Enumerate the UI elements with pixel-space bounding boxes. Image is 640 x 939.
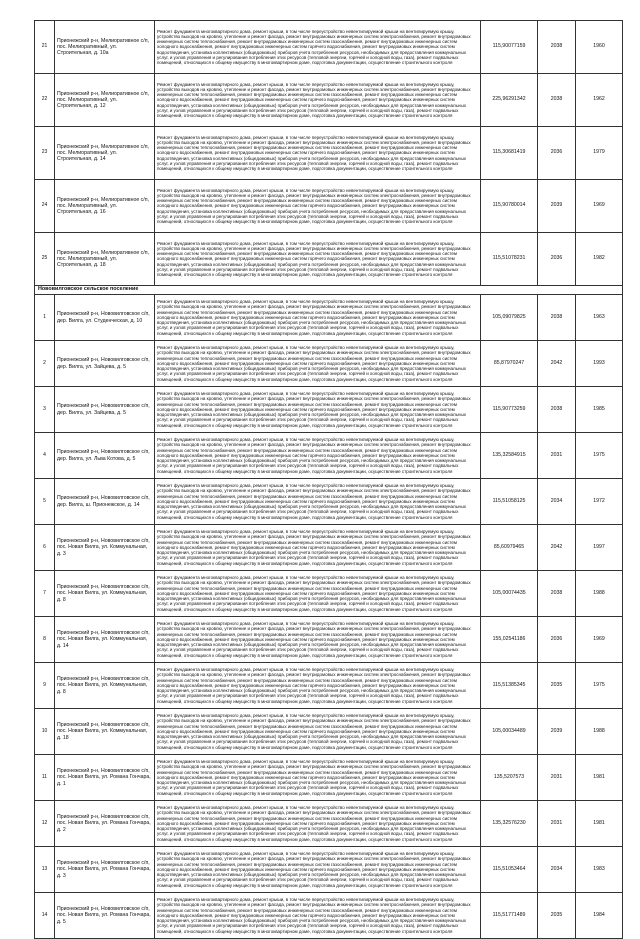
row-cost: 85,60979465 <box>481 525 538 571</box>
row-address: Прионежский р-н, Нововилговское с/п, пос. Новая Вилга, ул. Коммунальная, д. 8 <box>55 663 155 709</box>
table-row <box>35 801 623 847</box>
row-year-built: 1975 <box>576 433 623 479</box>
section-b-rows <box>35 295 623 939</box>
row-address: Прионежский р-н, Мелиоративное с/п, пос. Мелиоративный, ул. Строительная, д. 10а <box>55 21 155 74</box>
row-works: Ремонт фундамента многоквартирного дома, ремонт крыши, в том числе переустройство невентилируемой крыши на вентилируемую крышу, устройство выходов на кровлю, утепление и ремонт фасада, ремонт внутридомовых инженерных систем электроснабжения, ремонт внутридомовых инженерных систем теплоснабжения, ремонт внутридомовых инженерных систем газоснабжения, ремонт внутридомовых инженерных систем холодного водоснабжения, ремонт внутридомовых инженерных систем горячего водоснабжения, ремонт внутридомовых инженерных систем водоотведения, установка коллективных (общедомовых) приборов учета потребления ресурсов, необходимых для предоставления коммунальных услуг, и узлов управления и регулирования потребления этих ресурсов (тепловой энергии, горячей и холодной воды, газа), ремонт подвальных помещений, относящихся к общему имуществу в многоквартирном доме, подготовка документации, осуществление строительного контроля <box>155 525 481 571</box>
row-address: Прионежский р-н, Нововилговское с/п, дер. Вилга, ул. Зайцева, д. 5 <box>55 387 155 433</box>
row-year-built: 1983 <box>576 847 623 893</box>
table-row <box>35 387 623 433</box>
row-address: Прионежский р-н, Нововилговское с/п, дер. Вилга, ул. Льва Котова, д. 5 <box>55 433 155 479</box>
row-number: 14 <box>35 893 55 939</box>
row-address: Прионежский р-н, Мелиоративное с/п, пос. Мелиоративный, ул. Строительная, д. 16 <box>55 180 155 233</box>
row-number: 6 <box>35 525 55 571</box>
row-cost: 115,51053464 <box>481 847 538 893</box>
capital-repair-table <box>34 20 623 939</box>
row-number: 11 <box>35 755 55 801</box>
row-number: 8 <box>35 617 55 663</box>
row-year-built: 1969 <box>576 617 623 663</box>
row-number: 2 <box>35 341 55 387</box>
row-year-built: 1981 <box>576 755 623 801</box>
row-works: Ремонт фундамента многоквартирного дома, ремонт крыши, в том числе переустройство невентилируемой крыши на вентилируемую крышу, устройство выходов на кровлю, утепление и ремонт фасада, ремонт внутридомовых инженерных систем электроснабжения, ремонт внутридомовых инженерных систем теплоснабжения, ремонт внутридомовых инженерных систем газоснабжения, ремонт внутридомовых инженерных систем холодного водоснабжения, ремонт внутридомовых инженерных систем горячего водоснабжения, ремонт внутридомовых инженерных систем водоотведения, установка коллективных (общедомовых) приборов учета потребления ресурсов, необходимых для предоставления коммунальных услуг, и узлов управления и регулирования потребления этих ресурсов (тепловой энергии, горячей и холодной воды, газа), ремонт подвальных помещений, относящихся к общему имуществу в многоквартирном доме, подготовка документации, осуществление строительного контроля <box>155 755 481 801</box>
row-works: Ремонт фундамента многоквартирного дома, ремонт крыши, в том числе переустройство невентилируемой крыши на вентилируемую крышу, устройство выходов на кровлю, утепление и ремонт фасада, ремонт внутридомовых инженерных систем электроснабжения, ремонт внутридомовых инженерных систем теплоснабжения, ремонт внутридомовых инженерных систем газоснабжения, ремонт внутридомовых инженерных систем холодного водоснабжения, ремонт внутридомовых инженерных систем горячего водоснабжения, ремонт внутридомовых инженерных систем водоотведения, установка коллективных (общедомовых) приборов учета потребления ресурсов, необходимых для предоставления коммунальных услуг, и узлов управления и регулирования потребления этих ресурсов (тепловой энергии, горячей и холодной воды, газа), ремонт подвальных помещений, относящихся к общему имуществу в многоквартирном доме, подготовка документации, осуществление строительного контроля <box>155 617 481 663</box>
row-year-repair: 2035 <box>538 663 576 709</box>
row-works: Ремонт фундамента многоквартирного дома, ремонт крыши, в том числе переустройство невентилируемой крыши на вентилируемую крышу, устройство выходов на кровлю, утепление и ремонт фасада, ремонт внутридомовых инженерных систем электроснабжения, ремонт внутридомовых инженерных систем теплоснабжения, ремонт внутридомовых инженерных систем газоснабжения, ремонт внутридомовых инженерных систем холодного водоснабжения, ремонт внутридомовых инженерных систем горячего водоснабжения, ремонт внутридомовых инженерных систем водоотведения, установка коллективных (общедомовых) приборов учета потребления ресурсов, необходимых для предоставления коммунальных услуг, и узлов управления и регулирования потребления этих ресурсов (тепловой энергии, горячей и холодной воды, газа), ремонт подвальных помещений, относящихся к общему имуществу в многоквартирном доме, подготовка документации, осуществление строительного контроля <box>155 74 481 127</box>
row-year-built: 1969 <box>576 180 623 233</box>
table-row <box>35 341 623 387</box>
row-year-built: 1984 <box>576 893 623 939</box>
row-year-repair: 2034 <box>538 847 576 893</box>
row-number: 24 <box>35 180 55 233</box>
row-year-built: 1988 <box>576 709 623 755</box>
row-year-built: 1963 <box>576 295 623 341</box>
row-works: Ремонт фундамента многоквартирного дома, ремонт крыши, в том числе переустройство невентилируемой крыши на вентилируемую крышу, устройство выходов на кровлю, утепление и ремонт фасада, ремонт внутридомовых инженерных систем электроснабжения, ремонт внутридомовых инженерных систем теплоснабжения, ремонт внутридомовых инженерных систем газоснабжения, ремонт внутридомовых инженерных систем холодного водоснабжения, ремонт внутридомовых инженерных систем горячего водоснабжения, ремонт внутридомовых инженерных систем водоотведения, установка коллективных (общедомовых) приборов учета потребления ресурсов, необходимых для предоставления коммунальных услуг, и узлов управления и регулирования потребления этих ресурсов (тепловой энергии, горячей и холодной воды, газа), ремонт подвальных помещений, относящихся к общему имуществу в многоквартирном доме, подготовка документации, осуществление строительного контроля <box>155 433 481 479</box>
row-number: 12 <box>35 801 55 847</box>
row-address: Прионежский р-н, Нововилговское с/п, пос. Новая Вилга, ул. Романа Гончара, д. 3 <box>55 847 155 893</box>
row-cost: 115,30681419 <box>481 127 538 180</box>
table-row <box>35 180 623 233</box>
row-address: Прионежский р-н, Нововилговское с/п, пос. Новая Вилга, ул. Романа Гончара, д. 2 <box>55 801 155 847</box>
row-year-repair: 2039 <box>538 180 576 233</box>
row-number: 9 <box>35 663 55 709</box>
row-number: 13 <box>35 847 55 893</box>
row-works: Ремонт фундамента многоквартирного дома, ремонт крыши, в том числе переустройство невентилируемой крыши на вентилируемую крышу, устройство выходов на кровлю, утепление и ремонт фасада, ремонт внутридомовых инженерных систем электроснабжения, ремонт внутридомовых инженерных систем теплоснабжения, ремонт внутридомовых инженерных систем газоснабжения, ремонт внутридомовых инженерных систем холодного водоснабжения, ремонт внутридомовых инженерных систем горячего водоснабжения, ремонт внутридомовых инженерных систем водоотведения, установка коллективных (общедомовых) приборов учета потребления ресурсов, необходимых для предоставления коммунальных услуг, и узлов управления и регулирования потребления этих ресурсов (тепловой энергии, горячей и холодной воды, газа), ремонт подвальных помещений, относящихся к общему имуществу в многоквартирном доме, подготовка документации, осуществление строительного контроля <box>155 801 481 847</box>
section-a-rows <box>35 21 623 286</box>
row-cost: 105,00034489 <box>481 709 538 755</box>
row-year-repair: 2031 <box>538 755 576 801</box>
row-number: 7 <box>35 571 55 617</box>
row-address: Прионежский р-н, Нововилговское с/п, пос. Новая Вилга, ул. Коммунальная, д. 3 <box>55 525 155 571</box>
row-address: Прионежский р-н, Нововилговское с/п, дер. Вилга, ш. Прионежское, д. 14 <box>55 479 155 525</box>
row-cost: 115,51058125 <box>481 479 538 525</box>
row-works: Ремонт фундамента многоквартирного дома, ремонт крыши, в том числе переустройство невентилируемой крыши на вентилируемую крышу, устройство выходов на кровлю, утепление и ремонт фасада, ремонт внутридомовых инженерных систем электроснабжения, ремонт внутридомовых инженерных систем теплоснабжения, ремонт внутридомовых инженерных систем газоснабжения, ремонт внутридомовых инженерных систем холодного водоснабжения, ремонт внутридомовых инженерных систем горячего водоснабжения, ремонт внутридомовых инженерных систем водоотведения, установка коллективных (общедомовых) приборов учета потребления ресурсов, необходимых для предоставления коммунальных услуг, и узлов управления и регулирования потребления этих ресурсов (тепловой энергии, горячей и холодной воды, газа), ремонт подвальных помещений, относящихся к общему имуществу в многоквартирном доме, подготовка документации, осуществление строительного контроля <box>155 479 481 525</box>
row-cost: 115,51771489 <box>481 893 538 939</box>
row-year-repair: 2038 <box>538 21 576 74</box>
row-year-built: 1982 <box>576 233 623 286</box>
row-cost: 115,90780014 <box>481 180 538 233</box>
row-year-repair: 2031 <box>538 433 576 479</box>
row-cost: 155,02541186 <box>481 617 538 663</box>
row-number: 25 <box>35 233 55 286</box>
row-address: Прионежский р-н, Нововилговское с/п, пос. Новая Вилга, ул. Коммунальная, д. 18 <box>55 709 155 755</box>
row-number: 10 <box>35 709 55 755</box>
table-row <box>35 755 623 801</box>
row-cost: 115,51078231 <box>481 233 538 286</box>
row-works: Ремонт фундамента многоквартирного дома, ремонт крыши, в том числе переустройство невентилируемой крыши на вентилируемую крышу, устройство выходов на кровлю, утепление и ремонт фасада, ремонт внутридомовых инженерных систем электроснабжения, ремонт внутридомовых инженерных систем теплоснабжения, ремонт внутридомовых инженерных систем газоснабжения, ремонт внутридомовых инженерных систем холодного водоснабжения, ремонт внутридомовых инженерных систем горячего водоснабжения, ремонт внутридомовых инженерных систем водоотведения, установка коллективных (общедомовых) приборов учета потребления ресурсов, необходимых для предоставления коммунальных услуг, и узлов управления и регулирования потребления этих ресурсов (тепловой энергии, горячей и холодной воды, газа), ремонт подвальных помещений, относящихся к общему имуществу в многоквартирном доме, подготовка документации, осуществление строительного контроля <box>155 571 481 617</box>
row-year-repair: 2036 <box>538 233 576 286</box>
row-year-repair: 2034 <box>538 479 576 525</box>
row-cost: 135,32584915 <box>481 433 538 479</box>
document-page <box>34 20 622 939</box>
group-title: Нововилговское сельское поселение <box>35 286 623 295</box>
row-address: Прионежский р-н, Нововилговское с/п, пос. Новая Вилга, ул. Романа Гончара, д. 5 <box>55 893 155 939</box>
row-year-built: 1960 <box>576 21 623 74</box>
row-year-repair: 2038 <box>538 295 576 341</box>
table-row <box>35 663 623 709</box>
table-row <box>35 433 623 479</box>
row-works: Ремонт фундамента многоквартирного дома, ремонт крыши, в том числе переустройство невентилируемой крыши на вентилируемую крышу, устройство выходов на кровлю, утепление и ремонт фасада, ремонт внутридомовых инженерных систем электроснабжения, ремонт внутридомовых инженерных систем теплоснабжения, ремонт внутридомовых инженерных систем газоснабжения, ремонт внутридомовых инженерных систем холодного водоснабжения, ремонт внутридомовых инженерных систем горячего водоснабжения, ремонт внутридомовых инженерных систем водоотведения, установка коллективных (общедомовых) приборов учета потребления ресурсов, необходимых для предоставления коммунальных услуг, и узлов управления и регулирования потребления этих ресурсов (тепловой энергии, горячей и холодной воды, газа), ремонт подвальных помещений, относящихся к общему имуществу в многоквартирном доме, подготовка документации, осуществление строительного контроля <box>155 893 481 939</box>
row-works: Ремонт фундамента многоквартирного дома, ремонт крыши, в том числе переустройство невентилируемой крыши на вентилируемую крышу, устройство выходов на кровлю, утепление и ремонт фасада, ремонт внутридомовых инженерных систем электроснабжения, ремонт внутридомовых инженерных систем теплоснабжения, ремонт внутридомовых инженерных систем газоснабжения, ремонт внутридомовых инженерных систем холодного водоснабжения, ремонт внутридомовых инженерных систем горячего водоснабжения, ремонт внутридомовых инженерных систем водоотведения, установка коллективных (общедомовых) приборов учета потребления ресурсов, необходимых для предоставления коммунальных услуг, и узлов управления и регулирования потребления этих ресурсов (тепловой энергии, горячей и холодной воды, газа), ремонт подвальных помещений, относящихся к общему имуществу в многоквартирном доме, подготовка документации, осуществление строительного контроля <box>155 709 481 755</box>
table-row <box>35 893 623 939</box>
row-address: Прионежский р-н, Мелиоративное с/п, пос. Мелиоративный, ул. Строительная, д. 12 <box>55 74 155 127</box>
row-year-built: 1988 <box>576 571 623 617</box>
row-works: Ремонт фундамента многоквартирного дома, ремонт крыши, в том числе переустройство невентилируемой крыши на вентилируемую крышу, устройство выходов на кровлю, утепление и ремонт фасада, ремонт внутридомовых инженерных систем электроснабжения, ремонт внутридомовых инженерных систем теплоснабжения, ремонт внутридомовых инженерных систем газоснабжения, ремонт внутридомовых инженерных систем холодного водоснабжения, ремонт внутридомовых инженерных систем горячего водоснабжения, ремонт внутридомовых инженерных систем водоотведения, установка коллективных (общедомовых) приборов учета потребления ресурсов, необходимых для предоставления коммунальных услуг, и узлов управления и регулирования потребления этих ресурсов (тепловой энергии, горячей и холодной воды, газа), ремонт подвальных помещений, относящихся к общему имуществу в многоквартирном доме, подготовка документации, осуществление строительного контроля <box>155 341 481 387</box>
row-cost: 115,90077159 <box>481 21 538 74</box>
row-address: Прионежский р-н, Мелиоративное с/п, пос. Мелиоративный, ул. Строительная, д. 18 <box>55 233 155 286</box>
row-cost: 105,00074435 <box>481 571 538 617</box>
table-row <box>35 847 623 893</box>
row-works: Ремонт фундамента многоквартирного дома, ремонт крыши, в том числе переустройство невентилируемой крыши на вентилируемую крышу, устройство выходов на кровлю, утепление и ремонт фасада, ремонт внутридомовых инженерных систем электроснабжения, ремонт внутридомовых инженерных систем теплоснабжения, ремонт внутридомовых инженерных систем газоснабжения, ремонт внутридомовых инженерных систем холодного водоснабжения, ремонт внутридомовых инженерных систем горячего водоснабжения, ремонт внутридомовых инженерных систем водоотведения, установка коллективных (общедомовых) приборов учета потребления ресурсов, необходимых для предоставления коммунальных услуг, и узлов управления и регулирования потребления этих ресурсов (тепловой энергии, горячей и холодной воды, газа), ремонт подвальных помещений, относящихся к общему имуществу в многоквартирном доме, подготовка документации, осуществление строительного контроля <box>155 21 481 74</box>
row-cost: 135,32576230 <box>481 801 538 847</box>
row-number: 5 <box>35 479 55 525</box>
row-works: Ремонт фундамента многоквартирного дома, ремонт крыши, в том числе переустройство невентилируемой крыши на вентилируемую крышу, устройство выходов на кровлю, утепление и ремонт фасада, ремонт внутридомовых инженерных систем электроснабжения, ремонт внутридомовых инженерных систем теплоснабжения, ремонт внутридомовых инженерных систем газоснабжения, ремонт внутридомовых инженерных систем холодного водоснабжения, ремонт внутридомовых инженерных систем горячего водоснабжения, ремонт внутридомовых инженерных систем водоотведения, установка коллективных (общедомовых) приборов учета потребления ресурсов, необходимых для предоставления коммунальных услуг, и узлов управления и регулирования потребления этих ресурсов (тепловой энергии, горячей и холодной воды, газа), ремонт подвальных помещений, относящихся к общему имуществу в многоквартирном доме, подготовка документации, осуществление строительного контроля <box>155 387 481 433</box>
row-number: 3 <box>35 387 55 433</box>
row-year-repair: 2039 <box>538 709 576 755</box>
row-works: Ремонт фундамента многоквартирного дома, ремонт крыши, в том числе переустройство невентилируемой крыши на вентилируемую крышу, устройство выходов на кровлю, утепление и ремонт фасада, ремонт внутридомовых инженерных систем электроснабжения, ремонт внутридомовых инженерных систем теплоснабжения, ремонт внутридомовых инженерных систем газоснабжения, ремонт внутридомовых инженерных систем холодного водоснабжения, ремонт внутридомовых инженерных систем горячего водоснабжения, ремонт внутридомовых инженерных систем водоотведения, установка коллективных (общедомовых) приборов учета потребления ресурсов, необходимых для предоставления коммунальных услуг, и узлов управления и регулирования потребления этих ресурсов (тепловой энергии, горячей и холодной воды, газа), ремонт подвальных помещений, относящихся к общему имуществу в многоквартирном доме, подготовка документации, осуществление строительного контроля <box>155 180 481 233</box>
table-row <box>35 74 623 127</box>
row-address: Прионежский р-н, Нововилговское с/п, дер. Вилга, ул. Студенческая, д. 10 <box>55 295 155 341</box>
row-year-repair: 2038 <box>538 387 576 433</box>
row-year-repair: 2036 <box>538 617 576 663</box>
row-number: 1 <box>35 295 55 341</box>
row-year-built: 1981 <box>576 801 623 847</box>
row-year-built: 1985 <box>576 387 623 433</box>
table-row <box>35 127 623 180</box>
group-header <box>35 286 623 295</box>
row-address: Прионежский р-н, Нововилговское с/п, пос. Новая Вилга, ул. Коммунальная, д. 14 <box>55 617 155 663</box>
row-cost: 105,09079825 <box>481 295 538 341</box>
row-year-repair: 2038 <box>538 571 576 617</box>
row-year-repair: 2042 <box>538 341 576 387</box>
table-row <box>35 571 623 617</box>
row-year-repair: 2036 <box>538 127 576 180</box>
row-cost: 225,96291342 <box>481 74 538 127</box>
row-year-built: 1993 <box>576 341 623 387</box>
row-year-built: 1997 <box>576 525 623 571</box>
table-row <box>35 21 623 74</box>
row-year-built: 1979 <box>576 127 623 180</box>
row-cost: 85,87970247 <box>481 341 538 387</box>
row-number: 22 <box>35 74 55 127</box>
row-works: Ремонт фундамента многоквартирного дома, ремонт крыши, в том числе переустройство невентилируемой крыши на вентилируемую крышу, устройство выходов на кровлю, утепление и ремонт фасада, ремонт внутридомовых инженерных систем электроснабжения, ремонт внутридомовых инженерных систем теплоснабжения, ремонт внутридомовых инженерных систем газоснабжения, ремонт внутридомовых инженерных систем холодного водоснабжения, ремонт внутридомовых инженерных систем горячего водоснабжения, ремонт внутридомовых инженерных систем водоотведения, установка коллективных (общедомовых) приборов учета потребления ресурсов, необходимых для предоставления коммунальных услуг, и узлов управления и регулирования потребления этих ресурсов (тепловой энергии, горячей и холодной воды, газа), ремонт подвальных помещений, относящихся к общему имуществу в многоквартирном доме, подготовка документации, осуществление строительного контроля <box>155 295 481 341</box>
row-address: Прионежский р-н, Нововилговское с/п, дер. Вилга, ул. Зайцева, д. 5 <box>55 341 155 387</box>
row-number: 21 <box>35 21 55 74</box>
table-row <box>35 479 623 525</box>
row-cost: 115,51385345 <box>481 663 538 709</box>
row-address: Прионежский р-н, Нововилговское с/п, пос. Новая Вилга, ул. Романа Гончара, д. 1 <box>55 755 155 801</box>
table-row <box>35 295 623 341</box>
row-cost: 135,5207573 <box>481 755 538 801</box>
row-works: Ремонт фундамента многоквартирного дома, ремонт крыши, в том числе переустройство невентилируемой крыши на вентилируемую крышу, устройство выходов на кровлю, утепление и ремонт фасада, ремонт внутридомовых инженерных систем электроснабжения, ремонт внутридомовых инженерных систем теплоснабжения, ремонт внутридомовых инженерных систем газоснабжения, ремонт внутридомовых инженерных систем холодного водоснабжения, ремонт внутридомовых инженерных систем горячего водоснабжения, ремонт внутридомовых инженерных систем водоотведения, установка коллективных (общедомовых) приборов учета потребления ресурсов, необходимых для предоставления коммунальных услуг, и узлов управления и регулирования потребления этих ресурсов (тепловой энергии, горячей и холодной воды, газа), ремонт подвальных помещений, относящихся к общему имуществу в многоквартирном доме, подготовка документации, осуществление строительного контроля <box>155 127 481 180</box>
row-number: 4 <box>35 433 55 479</box>
row-year-repair: 2042 <box>538 525 576 571</box>
row-year-repair: 2038 <box>538 74 576 127</box>
row-year-repair: 2035 <box>538 893 576 939</box>
table-row <box>35 233 623 286</box>
row-year-built: 1972 <box>576 479 623 525</box>
row-works: Ремонт фундамента многоквартирного дома, ремонт крыши, в том числе переустройство невентилируемой крыши на вентилируемую крышу, устройство выходов на кровлю, утепление и ремонт фасада, ремонт внутридомовых инженерных систем электроснабжения, ремонт внутридомовых инженерных систем теплоснабжения, ремонт внутридомовых инженерных систем газоснабжения, ремонт внутридомовых инженерных систем холодного водоснабжения, ремонт внутридомовых инженерных систем горячего водоснабжения, ремонт внутридомовых инженерных систем водоотведения, установка коллективных (общедомовых) приборов учета потребления ресурсов, необходимых для предоставления коммунальных услуг, и узлов управления и регулирования потребления этих ресурсов (тепловой энергии, горячей и холодной воды, газа), ремонт подвальных помещений, относящихся к общему имуществу в многоквартирном доме, подготовка документации, осуществление строительного контроля <box>155 663 481 709</box>
row-year-repair: 2031 <box>538 801 576 847</box>
row-number: 23 <box>35 127 55 180</box>
row-cost: 115,90773259 <box>481 387 538 433</box>
table-row <box>35 709 623 755</box>
row-address: Прионежский р-н, Нововилговское с/п, пос. Новая Вилга, ул. Коммунальная, д. 8 <box>55 571 155 617</box>
row-address: Прионежский р-н, Мелиоративное с/п, пос. Мелиоративный, ул. Строительная, д. 14 <box>55 127 155 180</box>
row-works: Ремонт фундамента многоквартирного дома, ремонт крыши, в том числе переустройство невентилируемой крыши на вентилируемую крышу, устройство выходов на кровлю, утепление и ремонт фасада, ремонт внутридомовых инженерных систем электроснабжения, ремонт внутридомовых инженерных систем теплоснабжения, ремонт внутридомовых инженерных систем газоснабжения, ремонт внутридомовых инженерных систем холодного водоснабжения, ремонт внутридомовых инженерных систем горячего водоснабжения, ремонт внутридомовых инженерных систем водоотведения, установка коллективных (общедомовых) приборов учета потребления ресурсов, необходимых для предоставления коммунальных услуг, и узлов управления и регулирования потребления этих ресурсов (тепловой энергии, горячей и холодной воды, газа), ремонт подвальных помещений, относящихся к общему имуществу в многоквартирном доме, подготовка документации, осуществление строительного контроля <box>155 847 481 893</box>
table-row <box>35 525 623 571</box>
row-works: Ремонт фундамента многоквартирного дома, ремонт крыши, в том числе переустройство невентилируемой крыши на вентилируемую крышу, устройство выходов на кровлю, утепление и ремонт фасада, ремонт внутридомовых инженерных систем электроснабжения, ремонт внутридомовых инженерных систем теплоснабжения, ремонт внутридомовых инженерных систем газоснабжения, ремонт внутридомовых инженерных систем холодного водоснабжения, ремонт внутридомовых инженерных систем горячего водоснабжения, ремонт внутридомовых инженерных систем водоотведения, установка коллективных (общедомовых) приборов учета потребления ресурсов, необходимых для предоставления коммунальных услуг, и узлов управления и регулирования потребления этих ресурсов (тепловой энергии, горячей и холодной воды, газа), ремонт подвальных помещений, относящихся к общему имуществу в многоквартирном доме, подготовка документации, осуществление строительного контроля <box>155 233 481 286</box>
row-year-built: 1975 <box>576 663 623 709</box>
row-year-built: 1962 <box>576 74 623 127</box>
table-row <box>35 617 623 663</box>
